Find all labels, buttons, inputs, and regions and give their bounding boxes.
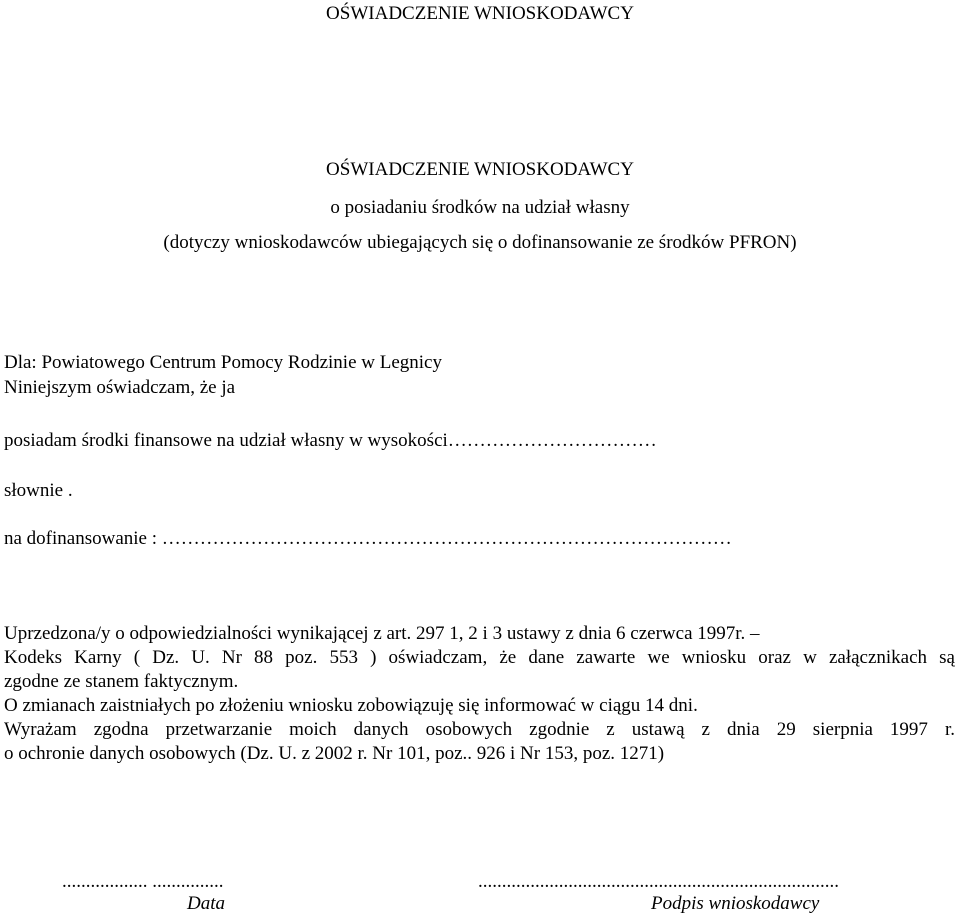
declaration-line: Wyrażam zgodna przetwarzanie moich danych osobowych zgodnie z ustawą z dnia 29 sierpnia 1997 r. (4, 719, 955, 740)
declaration-line: Uprzedzona/y o odpowiedzialności wynikającej z art. 297 1, 2 i 3 ustawy z dnia 6 czerwca 1997r. – (4, 623, 760, 644)
declaration-line: o ochronie danych osobowych (Dz. U. z 2002 r. Nr 101, poz.. 926 i Nr 153, poz. 1271) (4, 743, 665, 764)
purpose-line: na dofinansowanie : ……………………………………………………………………………… (4, 528, 732, 549)
intro-line: Niniejszym oświadczam, że ja (4, 377, 236, 398)
signature-label: Podpis wnioskodawcy (651, 893, 820, 914)
declaration-line: O zmianach zaistniałych po złożeniu wniosku zobowiązuję się informować w ciągu 14 dni. (4, 695, 698, 716)
document-title: OŚWIADCZENIE WNIOSKODAWCY (326, 159, 634, 180)
recipient-line: Dla: Powiatowego Centrum Pomocy Rodzinie w Legnicy (4, 352, 442, 373)
date-label: Data (187, 893, 225, 914)
document-subtitle: o posiadaniu środków na udział własny (330, 197, 630, 218)
amount-in-words-line: słownie . (4, 480, 73, 501)
top-title: OŚWIADCZENIE WNIOSKODAWCY (326, 3, 634, 24)
date-dots: .................. ............... (62, 871, 224, 892)
declaration-line: zgodne ze stanem faktycznym. (4, 671, 239, 692)
funds-line: posiadam środki finansowe na udział własny w wysokości…………………………… (4, 430, 657, 451)
declaration-text (4, 622, 955, 766)
signature-dots: ............................................................................ (478, 871, 839, 892)
document-note: (dotyczy wnioskodawców ubiegających się o dofinansowanie ze środków PFRON) (163, 232, 797, 253)
declaration-line: Kodeks Karny ( Dz. U. Nr 88 poz. 553 ) oświadczam, że dane zawarte we wniosku oraz w załącznikach są (4, 647, 955, 668)
